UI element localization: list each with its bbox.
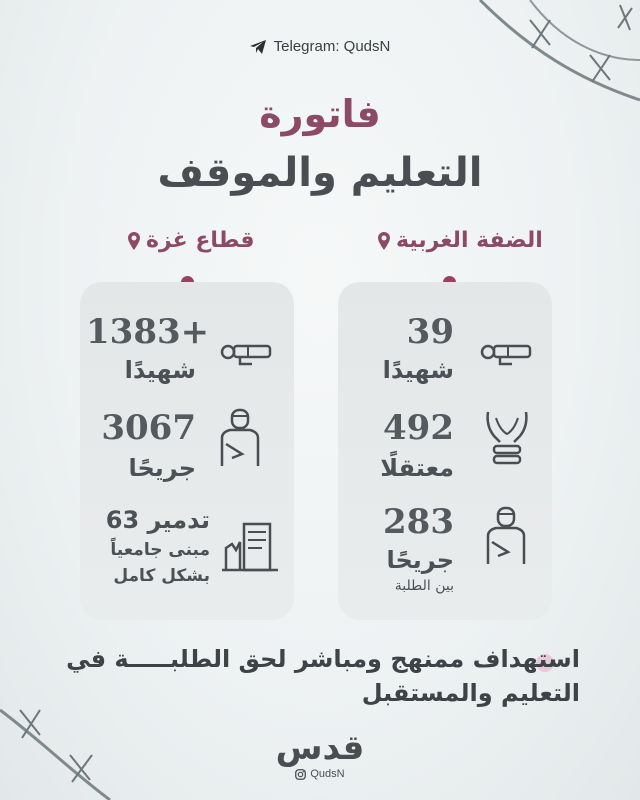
westbank-martyrs-stat — [338, 304, 552, 404]
lying-body-icon — [218, 334, 276, 368]
gaza-destroyed-line3: بشكل كامل — [113, 566, 210, 586]
title-line-1: فاتورة — [259, 92, 381, 136]
telegram-icon — [250, 40, 266, 54]
region-westbank-label: الضفة الغربية — [396, 228, 543, 253]
westbank-wounded-stat — [338, 502, 552, 602]
region-gaza — [128, 228, 255, 253]
injured-person-icon — [484, 506, 528, 566]
gaza-wounded-stat — [80, 402, 294, 502]
gaza-card — [80, 282, 294, 620]
westbank-detained-label: معتقلًا — [380, 454, 454, 482]
gaza-martyrs-label: شهيدًا — [124, 356, 196, 384]
westbank-detained-number: 492 — [383, 408, 454, 448]
instagram-handle-text: QudsN — [310, 768, 345, 780]
injured-person-icon — [218, 408, 262, 468]
statement-text: استهداف ممنهج ومباشر لحق الطلبـــــة في التعليم والمستقبل — [66, 645, 580, 707]
westbank-wounded-number: 283 — [383, 502, 454, 542]
westbank-martyrs-number: 39 — [406, 312, 454, 352]
telegram-header[interactable] — [0, 38, 640, 55]
westbank-detained-stat — [338, 402, 552, 502]
gaza-martyrs-stat — [80, 304, 294, 404]
quds-logo: قدس — [275, 728, 365, 768]
location-pin-icon — [128, 232, 140, 250]
gaza-destroyed-stat — [80, 502, 294, 602]
westbank-card — [338, 282, 552, 620]
telegram-handle: Telegram: QudsN — [273, 38, 391, 55]
gaza-martyrs-number: 1383+ — [86, 312, 210, 352]
region-westbank — [378, 228, 543, 253]
gaza-wounded-label: جريحًا — [128, 454, 196, 482]
location-pin-icon — [378, 232, 390, 250]
region-gaza-label: قطاع غزة — [146, 228, 255, 253]
westbank-wounded-sub: بين الطلبة — [394, 578, 454, 594]
lying-body-icon — [478, 334, 536, 368]
gaza-destroyed-line2: مبنى جامعياً — [110, 540, 210, 560]
instagram-icon — [295, 769, 306, 780]
gaza-destroyed-line1: تدمير 63 — [105, 506, 210, 534]
gaza-wounded-number: 3067 — [101, 408, 196, 448]
instagram-handle[interactable] — [0, 768, 640, 780]
destroyed-building-icon — [222, 520, 278, 572]
title-line-2: التعليم والموقف — [157, 150, 483, 196]
westbank-wounded-label: جريحًا — [386, 546, 454, 574]
chained-hands-icon — [482, 408, 532, 468]
westbank-martyrs-label: شهيدًا — [382, 356, 454, 384]
